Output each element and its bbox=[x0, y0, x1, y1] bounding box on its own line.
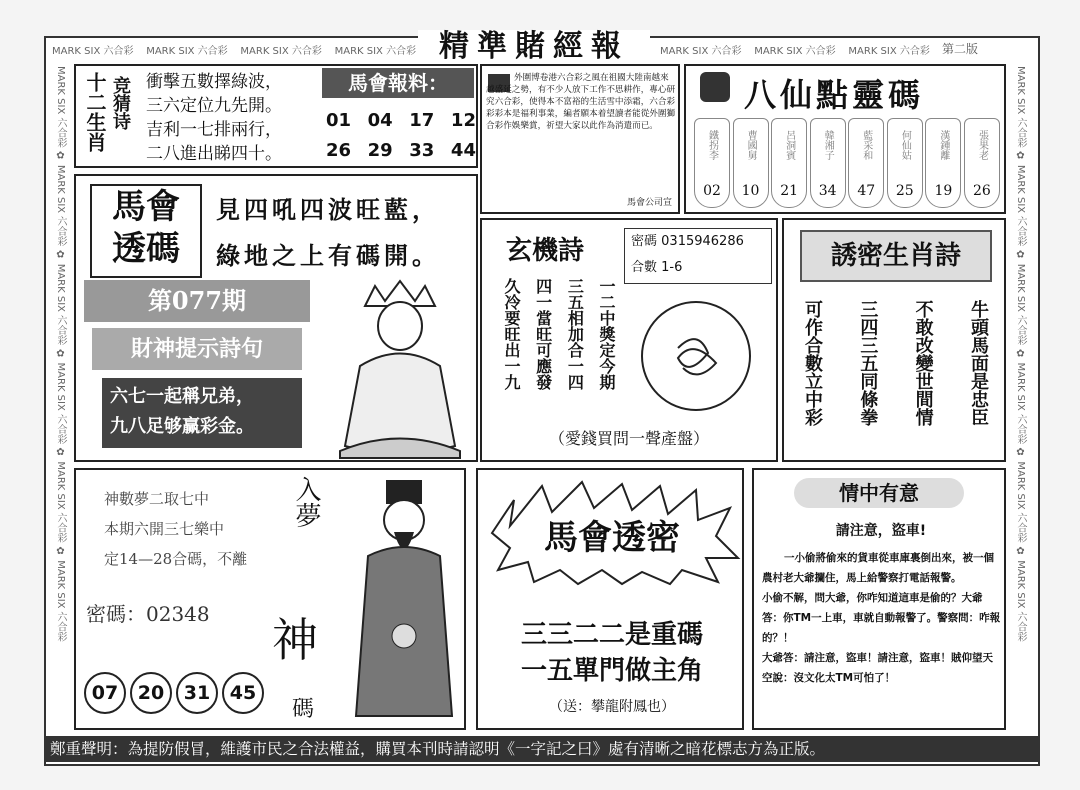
watermark-text: MARK SIX 六合彩 bbox=[848, 46, 930, 57]
horse-secret-line1: 三三二二是重碼 bbox=[520, 620, 703, 650]
immortal-name: 何仙姑 bbox=[899, 130, 911, 160]
dream-number: 20 bbox=[130, 672, 172, 714]
zodiac-secret-columns bbox=[800, 300, 990, 450]
footer-declaration: 鄭重聲明：為提防假冒，維護市民之合法權益，購買本刊時請認明《一字記之曰》處有清晰之暗花標志方為正版。 bbox=[44, 736, 1040, 762]
wealth-god-poem bbox=[102, 378, 302, 448]
wealth-line: 九八足够赢彩金。 bbox=[110, 416, 254, 437]
zodiac-poem-box bbox=[74, 64, 478, 168]
mystic-columns bbox=[500, 278, 618, 408]
immortal-number: 34 bbox=[818, 183, 837, 199]
secret-column: 牛頭馬面是忠臣 bbox=[967, 300, 989, 426]
watermark-text: MARK SIX 六合彩 bbox=[660, 46, 742, 57]
wealth-god-subtitle: 財神提示詩句 bbox=[92, 328, 302, 370]
watermark-text: MARK SIX 六合彩 bbox=[1015, 164, 1026, 247]
watermark-right: MARK SIX 六合彩 ✿ MARK SIX 六合彩 ✿ MARK SIX 六合彩 ✿ MARK SIX 六合彩 ✿ MARK SIX 六合彩 ✿ MARK SIX 六合彩 bbox=[1015, 66, 1026, 642]
period-banner: 第077期 bbox=[84, 280, 310, 322]
face-shape bbox=[378, 302, 422, 350]
guess-poem-label: 竞猜诗 bbox=[110, 76, 131, 130]
dream-god-box bbox=[74, 468, 466, 730]
immortal-card bbox=[733, 118, 769, 208]
watermark-text: MARK SIX 六合彩 bbox=[334, 46, 417, 57]
horse-news-title: 馬會報料： bbox=[322, 68, 474, 98]
horse-secret-line2: 一五單門做主角 bbox=[520, 656, 703, 686]
zodiac-label: 十二生肖 bbox=[83, 72, 107, 152]
watermark-text: MARK SIX 六合彩 bbox=[754, 46, 836, 57]
watermark-text: MARK SIX 六合彩 bbox=[1015, 560, 1026, 642]
horse-secret-box bbox=[476, 468, 744, 730]
immortal-name: 曹國舅 bbox=[745, 130, 757, 160]
watermark-text: MARK SIX 六合彩 bbox=[55, 560, 66, 642]
immortal-card bbox=[848, 118, 884, 208]
watermark-text: MARK SIX 六合彩 bbox=[55, 362, 66, 445]
sum-label: 合數 bbox=[631, 260, 658, 275]
watermark-top-left bbox=[52, 42, 416, 57]
horse-tip-box bbox=[74, 174, 478, 462]
watermark-text: MARK SIX 六合彩 bbox=[55, 461, 66, 543]
story-paragraph: 一小偷將偷來的貨車從車庫裏倒出來，被一個農村老大爺攔住，馬上給警察打電話報警。 bbox=[762, 552, 994, 584]
horse-tip-label bbox=[90, 184, 202, 278]
wealth-god-figure bbox=[330, 276, 470, 460]
dream-number: 07 bbox=[84, 672, 126, 714]
intro-signature: 馬會公司宣 bbox=[626, 198, 672, 208]
code-label: 密碼 bbox=[631, 234, 658, 249]
dream-vertical-a: 入夢 bbox=[291, 476, 321, 528]
news-number: 26 bbox=[326, 140, 352, 161]
story-box bbox=[752, 468, 1006, 730]
immortal-card bbox=[771, 118, 807, 208]
news-number: 01 bbox=[326, 110, 352, 131]
poem-line: 衝擊五數擇綠波， bbox=[146, 72, 282, 92]
sum-value: 1-6 bbox=[661, 260, 683, 275]
watermark-text: MARK SIX 六合彩 bbox=[1015, 66, 1026, 148]
eight-immortals-title: 八仙點靈碼 bbox=[744, 76, 925, 114]
dream-vertical-c: 碼 bbox=[292, 697, 315, 722]
dream-line: 神數夢二取七中 bbox=[104, 490, 210, 508]
news-number: 12 bbox=[450, 110, 476, 131]
news-number: 17 bbox=[409, 110, 435, 131]
intro-text: 外圍博卷港六合彩之風在祖國大陸南越來越盛延之勢，有不少人放下工作不思耕作，專心研究六合彩，使得本不富裕的生活雪中添霜，六合彩彩彩本是福利事業，編者願本着望讀者能從外圍獅合彩作娛樂賞，祈望大家以此作為消遣而已。 bbox=[486, 73, 676, 131]
circle-outline bbox=[642, 302, 750, 410]
news-number: 04 bbox=[367, 110, 393, 131]
immortal-number: 02 bbox=[703, 183, 721, 199]
dream-numbers bbox=[84, 672, 264, 714]
zodiac-secret-title: 誘密生肖詩 bbox=[800, 230, 992, 282]
immortal-name: 呂洞賓 bbox=[783, 130, 795, 160]
dream-lines bbox=[104, 484, 247, 574]
horse-news-numbers bbox=[326, 106, 476, 166]
story-title: 情中有意 bbox=[794, 478, 964, 508]
news-number: 44 bbox=[450, 140, 476, 161]
watermark-text: MARK SIX 六合彩 bbox=[55, 66, 66, 148]
immortal-number: 26 bbox=[973, 183, 991, 199]
watermark-text: MARK SIX 六合彩 bbox=[52, 46, 134, 57]
immortal-number: 19 bbox=[934, 183, 953, 199]
immortal-number: 21 bbox=[780, 183, 799, 199]
eight-immortals-box bbox=[684, 64, 1006, 214]
dream-number: 31 bbox=[176, 672, 218, 714]
scribble-circle bbox=[638, 298, 754, 414]
immortal-card bbox=[887, 118, 923, 208]
version-label: 第二版 bbox=[942, 42, 979, 56]
immortal-number: 47 bbox=[857, 183, 876, 199]
mystic-title: 玄機詩 bbox=[506, 236, 585, 266]
dream-line: 定14—28合碼，不離 bbox=[104, 550, 248, 568]
zodiac-secret-box bbox=[782, 218, 1006, 462]
dream-code-value: 02348 bbox=[146, 602, 210, 626]
dream-code bbox=[86, 598, 210, 627]
page-title: 精準賭經報 bbox=[418, 30, 650, 64]
immortal-card bbox=[810, 118, 846, 208]
zodiac-poem-lines bbox=[146, 70, 282, 166]
mystic-column: 三五相加合一四 bbox=[565, 278, 585, 390]
code-value: 0315946286 bbox=[661, 234, 744, 249]
secret-column: 可作合數立中彩 bbox=[802, 300, 823, 426]
intro-box bbox=[480, 64, 680, 214]
mystic-poem-box bbox=[480, 218, 778, 462]
watermark-left: MARK SIX 六合彩 ✿ MARK SIX 六合彩 ✿ MARK SIX 六合彩 ✿ MARK SIX 六合彩 ✿ MARK SIX 六合彩 ✿ MARK SIX 六合彩 bbox=[55, 66, 66, 642]
immortals-row bbox=[694, 118, 1000, 208]
watermark-text: MARK SIX 六合彩 bbox=[146, 46, 228, 57]
horse-secret-footer: （送：攀龍附鳳也） bbox=[549, 699, 675, 715]
watermark-text: MARK SIX 六合彩 bbox=[55, 164, 66, 247]
immortal-name: 鐵拐李 bbox=[706, 130, 718, 160]
watermark-text: MARK SIX 六合彩 bbox=[240, 46, 322, 57]
immortal-name: 張果老 bbox=[976, 130, 988, 160]
mystic-footer: （愛錢買問一聲產盤） bbox=[548, 429, 709, 448]
immortal-icon bbox=[700, 72, 730, 102]
watermark-top-right bbox=[660, 42, 930, 57]
horse-tip-line1: 見四吼四波旺藍， bbox=[216, 195, 440, 224]
immortal-card bbox=[694, 118, 730, 208]
secret-column: 不敢改變世間情 bbox=[912, 300, 934, 426]
poem-line: 吉利一七排兩行， bbox=[146, 120, 282, 140]
mystic-column: 久冷要旺出一九 bbox=[502, 278, 521, 390]
news-number: 29 bbox=[367, 140, 393, 161]
news-number: 33 bbox=[409, 140, 435, 161]
immortal-name: 藍采和 bbox=[860, 130, 872, 160]
story-body bbox=[762, 548, 1002, 688]
robe-emblem bbox=[392, 624, 416, 648]
poem-line: 二八進出睇四十。 bbox=[146, 144, 282, 164]
dream-number: 45 bbox=[222, 672, 264, 714]
immortal-card bbox=[925, 118, 961, 208]
immortal-name: 漢鍾離 bbox=[937, 130, 949, 160]
dream-vertical-b: 神 bbox=[272, 613, 318, 667]
watermark-text: MARK SIX 六合彩 bbox=[55, 263, 66, 346]
mystic-code-box bbox=[624, 228, 772, 284]
watermark-text: MARK SIX 六合彩 bbox=[1015, 461, 1026, 543]
horse-tip-line2: 綠地之上有碼開。 bbox=[216, 241, 440, 270]
story-paragraph: 小偷不解，問大爺，你咋知道這車是偷的？大爺答：你TM一上車，車就自動報警了。警察問：咋報的？！ bbox=[762, 592, 1001, 644]
watermark-text: MARK SIX 六合彩 bbox=[1015, 263, 1026, 346]
mystic-column: 一二中獎定今期 bbox=[596, 278, 616, 390]
story-heading: 請注意，盜車! bbox=[835, 523, 927, 539]
immortal-name: 韓湘子 bbox=[822, 130, 834, 160]
poem-line: 三六定位九先開。 bbox=[146, 96, 282, 116]
immortal-card bbox=[964, 118, 1000, 208]
story-paragraph: 大爺答：請注意，盜車！請注意，盜車！賊仰望天空說：沒文化太TM可怕了！ bbox=[762, 652, 993, 684]
horse-tip-label-top: 馬會 bbox=[112, 187, 180, 227]
scribble-stroke bbox=[678, 339, 716, 374]
secret-column: 三四三五同條拳 bbox=[857, 300, 879, 426]
dream-line: 本期六開三七樂中 bbox=[104, 520, 225, 538]
wealth-line: 六七一起稱兄弟， bbox=[110, 386, 254, 407]
watermark-text: MARK SIX 六合彩 bbox=[1015, 362, 1026, 445]
dream-god-figure bbox=[348, 476, 460, 726]
horse-tip-label-bottom: 透碼 bbox=[112, 229, 180, 269]
dream-code-label: 密碼： bbox=[86, 602, 146, 626]
immortal-number: 25 bbox=[895, 183, 914, 199]
immortal-number: 10 bbox=[741, 183, 760, 199]
burst-text: 馬會透密 bbox=[544, 518, 680, 558]
mystic-column: 四一當旺可應發 bbox=[533, 278, 553, 390]
